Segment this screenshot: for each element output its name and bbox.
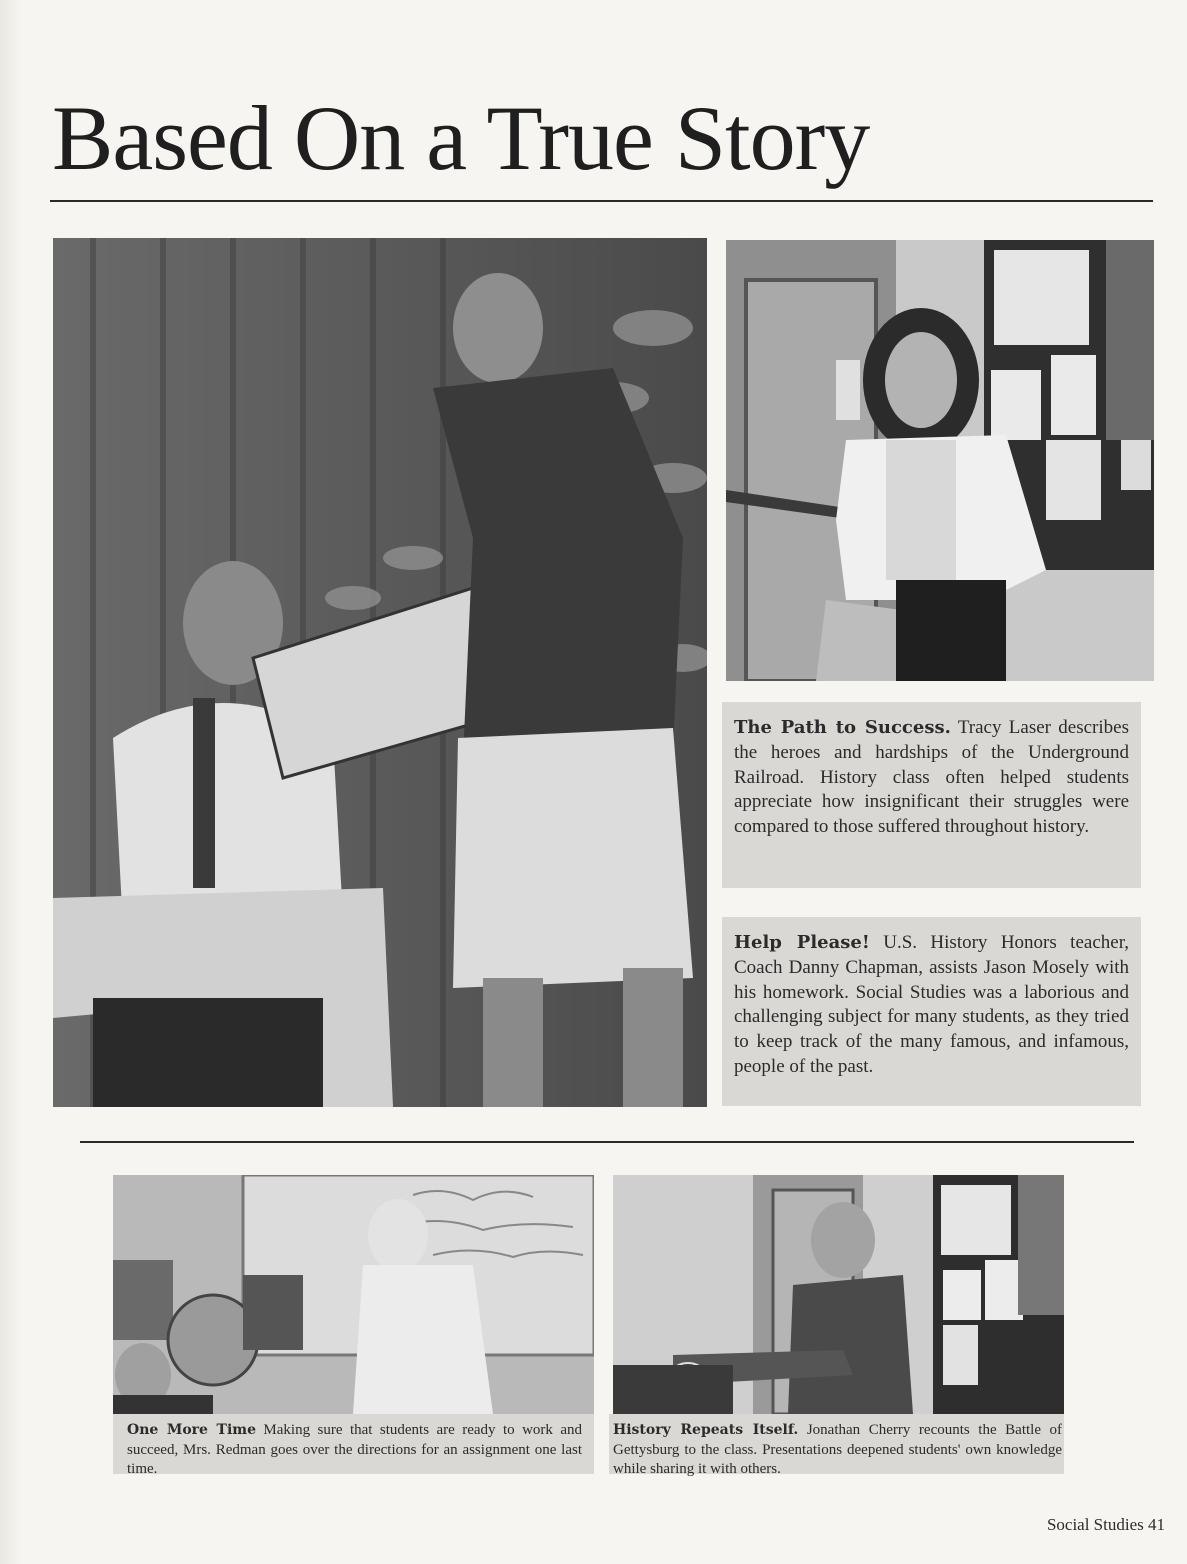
caption-text: Jonathan Cherry recounts the Battle of Gettysburg to the class. Presentations deepened students' own knowledge while sharing it with others. bbox=[613, 1422, 1063, 1477]
caption-history-repeats bbox=[609, 1414, 1064, 1477]
page-folio bbox=[1047, 1515, 1165, 1535]
photo-teacher-at-chalkboard bbox=[113, 1175, 594, 1414]
caption-lead: The Path to Success. bbox=[734, 717, 951, 738]
caption-path-to-success bbox=[722, 702, 1141, 888]
caption-help-please bbox=[722, 917, 1141, 1106]
folio-section: Social Studies bbox=[1046, 1515, 1144, 1534]
photo-girl-presenting bbox=[726, 240, 1154, 681]
page-binding-edge bbox=[0, 0, 22, 1564]
caption-lead: History Repeats Itself. bbox=[613, 1422, 799, 1438]
caption-text: Making sure that students are ready to work and succeed, Mrs. Redman goes over the directions for an assignment one last time. bbox=[127, 1422, 582, 1477]
headline-rule bbox=[50, 200, 1153, 202]
folio-page-number: 41 bbox=[1148, 1515, 1165, 1534]
page-headline: Based On a True Story bbox=[52, 87, 870, 189]
section-rule bbox=[80, 1141, 1134, 1143]
photo-student-at-podium bbox=[613, 1175, 1064, 1414]
caption-lead: Help Please! bbox=[734, 932, 870, 953]
caption-text: U.S. History Honors teacher, Coach Danny Chapman, assists Jason Mosely with his homework. Social Studies was a laborious and challenging subject for many students, as they tried to keep track of the many famous, and infamous, people of the past. bbox=[734, 932, 1130, 1077]
caption-lead: One More Time bbox=[127, 1422, 256, 1438]
caption-one-more-time bbox=[113, 1414, 594, 1477]
caption-text: Tracy Laser describes the heroes and hardships of the Underground Railroad. History class often helped students appreciate how insignificant their struggles were compared to those suffered throughout history. bbox=[734, 717, 1129, 838]
photo-teacher-student-reading bbox=[53, 238, 707, 1107]
